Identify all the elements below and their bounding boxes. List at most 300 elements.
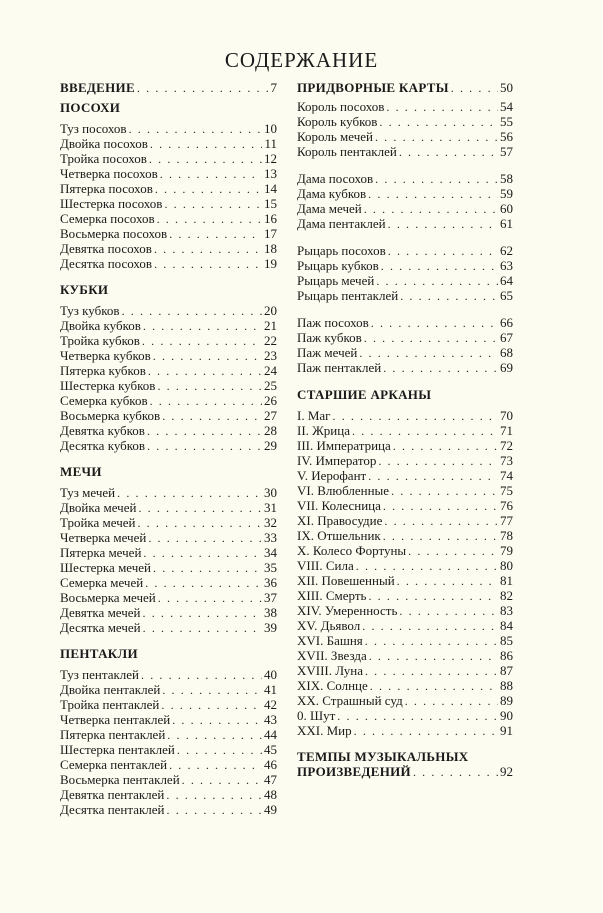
- dot-leader: [169, 758, 262, 773]
- toc-entry[interactable]: [297, 273, 513, 288]
- toc-entry-page: 66: [500, 315, 513, 330]
- dot-leader: [378, 454, 498, 469]
- toc-entry-label: Девятка пентаклей: [60, 787, 165, 802]
- toc-entry-page: 64: [500, 273, 513, 288]
- toc-entry[interactable]: [60, 423, 277, 438]
- dot-leader: [160, 167, 262, 182]
- toc-entry-label: Туз посохов: [60, 121, 127, 136]
- toc-section-arcana: [297, 387, 513, 738]
- toc-entry-label: Восьмерка пентаклей: [60, 772, 180, 787]
- toc-entry-label: Дама пентаклей: [297, 216, 386, 231]
- dot-leader: [362, 619, 498, 634]
- toc-entry-label: VIII. Сила: [297, 558, 354, 573]
- toc-entry-label: Восьмерка кубков: [60, 408, 161, 423]
- toc-entry-label: Тройка пентаклей: [60, 697, 160, 712]
- dot-leader: [397, 574, 498, 589]
- toc-entry-page: 10: [264, 121, 277, 136]
- toc-entry-label: Четверка кубков: [60, 348, 151, 363]
- toc-entry-label: Десятка посохов: [60, 256, 153, 271]
- toc-entry[interactable]: [297, 129, 513, 144]
- dot-leader: [365, 664, 498, 679]
- toc-entry[interactable]: [60, 121, 277, 136]
- toc-entry-page: 54: [500, 99, 513, 114]
- toc-entry[interactable]: [60, 303, 277, 318]
- toc-entry-page: 60: [500, 201, 513, 216]
- toc-entry-page: 25: [264, 378, 277, 393]
- toc-entry-label: Двойка кубков: [60, 318, 141, 333]
- toc-entry-label: VI. Влюбленные: [297, 483, 390, 498]
- toc-entry-page: 59: [500, 186, 513, 201]
- toc-entry[interactable]: [60, 485, 277, 500]
- toc-entry[interactable]: [297, 288, 513, 303]
- dot-leader: [143, 621, 262, 636]
- toc-entry-page: 29: [264, 438, 277, 453]
- toc-entry-label: Пятерка мечей: [60, 545, 142, 560]
- dot-leader: [177, 743, 262, 758]
- toc-entry-label-line2: ПРОИЗВЕДЕНИЙ: [297, 764, 411, 779]
- toc-entry-page: 43: [264, 712, 277, 727]
- toc-entry[interactable]: [297, 513, 513, 528]
- dot-leader: [359, 346, 498, 361]
- section-heading: ПОСОХИ: [60, 100, 121, 115]
- toc-entry-label: Паж мечей: [297, 345, 358, 360]
- dot-leader: [383, 499, 498, 514]
- toc-entry[interactable]: [60, 575, 277, 590]
- toc-entry-page: 80: [500, 558, 513, 573]
- dot-leader: [376, 274, 498, 289]
- dot-leader: [150, 394, 262, 409]
- toc-entry-page: 28: [264, 423, 277, 438]
- dot-leader: [383, 529, 498, 544]
- toc-entry[interactable]: [297, 171, 513, 186]
- toc-entry-label: X. Колесо Фортуны: [297, 543, 407, 558]
- dot-leader: [142, 334, 262, 349]
- dot-leader: [364, 331, 498, 346]
- toc-entry-page: 65: [500, 288, 513, 303]
- toc-entry-label: Восьмерка мечей: [60, 590, 156, 605]
- toc-entry[interactable]: [60, 136, 277, 151]
- toc-entry-label: Король кубков: [297, 114, 378, 129]
- toc-entry-page: 48: [264, 787, 277, 802]
- toc-entry[interactable]: [60, 667, 277, 682]
- toc-entry[interactable]: [60, 605, 277, 620]
- toc-entry-label: Семерка мечей: [60, 575, 144, 590]
- toc-arcana-list: [297, 408, 513, 738]
- dot-leader: [167, 728, 262, 743]
- toc-entry[interactable]: [60, 151, 277, 166]
- toc-entry-page: 47: [264, 772, 277, 787]
- toc-entry[interactable]: [297, 648, 513, 663]
- toc-entry[interactable]: [60, 590, 277, 605]
- toc-court-groups: [297, 99, 513, 375]
- toc-entry-page: 92: [500, 764, 513, 779]
- toc-entry-page: 71: [500, 423, 513, 438]
- toc-entry-page: 44: [264, 727, 277, 742]
- toc-entry[interactable]: [297, 693, 513, 708]
- toc-entry-page: 38: [264, 605, 277, 620]
- toc-entry[interactable]: [60, 620, 277, 635]
- toc-entry-page: 12: [264, 151, 277, 166]
- toc-entry[interactable]: [60, 256, 277, 271]
- toc-entry[interactable]: [297, 678, 513, 693]
- toc-entry-page: 90: [500, 708, 513, 723]
- toc-entry[interactable]: [297, 588, 513, 603]
- toc-entry-page: 75: [500, 483, 513, 498]
- toc-entry[interactable]: [297, 99, 513, 114]
- toc-entry-page: 24: [264, 363, 277, 378]
- toc-entry-label: Четверка пентаклей: [60, 712, 171, 727]
- dot-leader: [333, 409, 499, 424]
- dot-leader: [451, 81, 498, 96]
- dot-leader: [388, 217, 498, 232]
- toc-entry[interactable]: [60, 378, 277, 393]
- toc-entry-label: ПРИДВОРНЫЕ КАРТЫ: [297, 80, 449, 95]
- dot-leader: [354, 724, 498, 739]
- toc-entry-label: XV. Дьявол: [297, 618, 361, 633]
- dot-leader: [356, 559, 498, 574]
- toc-entry[interactable]: [297, 216, 513, 231]
- dot-leader: [157, 212, 262, 227]
- toc-entry-label: Девятка кубков: [60, 423, 145, 438]
- toc-entry[interactable]: [297, 114, 513, 129]
- toc-entry-page: 57: [500, 144, 513, 159]
- toc-entry-label: XIX. Солнце: [297, 678, 368, 693]
- toc-entry-page: 27: [264, 408, 277, 423]
- toc-entry[interactable]: [60, 241, 277, 256]
- toc-entry[interactable]: [60, 802, 277, 817]
- toc-entry-page: 35: [264, 560, 277, 575]
- toc-entry-label: Рыцарь пентаклей: [297, 288, 399, 303]
- toc-entry-label: Восьмерка посохов: [60, 226, 168, 241]
- toc-court-group: [297, 315, 513, 375]
- toc-entry-label: Десятка мечей: [60, 620, 141, 635]
- dot-leader: [172, 713, 262, 728]
- toc-entry-page: 13: [264, 166, 277, 181]
- toc-entry-page: 82: [500, 588, 513, 603]
- toc-entry-label: Рыцарь кубков: [297, 258, 379, 273]
- toc-entry[interactable]: [297, 528, 513, 543]
- dot-leader: [143, 606, 262, 621]
- toc-entry-label: Рыцарь посохов: [297, 243, 386, 258]
- dot-leader: [161, 698, 262, 713]
- toc-entry-label: Тройка кубков: [60, 333, 140, 348]
- toc-entry[interactable]: [60, 772, 277, 787]
- dot-leader: [375, 130, 498, 145]
- toc-entry-page: 87: [500, 663, 513, 678]
- toc-entry[interactable]: [60, 727, 277, 742]
- toc-entry-page: 19: [264, 256, 277, 271]
- toc-entry-page: 73: [500, 453, 513, 468]
- toc-entry-label: Семерка посохов: [60, 211, 155, 226]
- toc-entry[interactable]: [60, 757, 277, 772]
- toc-entry-label: II. Жрица: [297, 423, 350, 438]
- dot-leader: [399, 145, 498, 160]
- toc-entry-label: Девятка мечей: [60, 605, 141, 620]
- dot-leader: [381, 259, 498, 274]
- toc-entry-label: ВВЕДЕНИЕ: [60, 80, 135, 95]
- toc-entry-label: Тройка мечей: [60, 515, 136, 530]
- dot-leader: [138, 501, 262, 516]
- dot-leader: [147, 424, 262, 439]
- toc-entry[interactable]: [60, 226, 277, 241]
- dot-leader: [147, 439, 262, 454]
- toc-entry-page: 78: [500, 528, 513, 543]
- toc-entry-page: 72: [500, 438, 513, 453]
- toc-entry-label: Двойка мечей: [60, 500, 137, 515]
- toc-entry[interactable]: [297, 633, 513, 648]
- dot-leader: [369, 649, 498, 664]
- toc-entry[interactable]: [297, 345, 513, 360]
- toc-entry-page: 79: [500, 543, 513, 558]
- toc-entry-page: 77: [500, 513, 513, 528]
- toc-entry-label: XI. Правосудие: [297, 513, 383, 528]
- toc-entry-label: Туз пентаклей: [60, 667, 140, 682]
- toc-section-court: [297, 80, 513, 375]
- toc-entry-label: Пятерка посохов: [60, 181, 153, 196]
- toc-entry[interactable]: [297, 144, 513, 159]
- toc-entry[interactable]: [297, 498, 513, 513]
- toc-entry-label: Пятерка пентаклей: [60, 727, 166, 742]
- toc-entry[interactable]: [297, 258, 513, 273]
- dot-leader: [155, 182, 262, 197]
- toc-entry[interactable]: [297, 603, 513, 618]
- toc-entry-page: 62: [500, 243, 513, 258]
- toc-entry-label: XIII. Смерть: [297, 588, 367, 603]
- section-heading: ПЕНТАКЛИ: [60, 646, 138, 661]
- toc-entry[interactable]: [297, 408, 513, 423]
- toc-entry-page: 70: [500, 408, 513, 423]
- toc-entry-label: Девятка посохов: [60, 241, 152, 256]
- toc-entry[interactable]: [60, 742, 277, 757]
- toc-entry-page: 49: [264, 802, 277, 817]
- toc-left-sections: [60, 100, 277, 817]
- dot-leader: [182, 773, 262, 788]
- toc-entry[interactable]: [60, 712, 277, 727]
- toc-entry-label: Король пентаклей: [297, 144, 397, 159]
- toc-entry[interactable]: [60, 438, 277, 453]
- dot-leader: [162, 409, 262, 424]
- toc-entry[interactable]: [60, 166, 277, 181]
- toc-entry-page: 7: [270, 80, 277, 95]
- toc-entry-page: 45: [264, 742, 277, 757]
- section-heading: СТАРШИЕ АРКАНЫ: [297, 387, 432, 402]
- toc-entry-label: VII. Колесница: [297, 498, 381, 513]
- toc-entry-introduction[interactable]: [60, 80, 277, 95]
- toc-entry[interactable]: [297, 423, 513, 438]
- toc-entry-page: 22: [264, 333, 277, 348]
- toc-entry-label: Тройка посохов: [60, 151, 147, 166]
- toc-entry[interactable]: [60, 787, 277, 802]
- toc-entry[interactable]: [297, 708, 513, 723]
- toc-entry-page: 56: [500, 129, 513, 144]
- dot-leader: [383, 361, 498, 376]
- toc-entry-label: Шестерка кубков: [60, 378, 156, 393]
- toc-entry-page: 33: [264, 530, 277, 545]
- dot-leader: [384, 514, 498, 529]
- toc-section: [60, 282, 277, 453]
- toc-entry[interactable]: [60, 196, 277, 211]
- toc-entry-page: 23: [264, 348, 277, 363]
- toc-entry-page: 91: [500, 723, 513, 738]
- toc-entry-page: 31: [264, 500, 277, 515]
- toc-entry[interactable]: [60, 560, 277, 575]
- toc-entry-label-line1: ТЕМПЫ МУЗЫКАЛЬНЫХ: [297, 749, 469, 764]
- toc-entry-page: 11: [264, 136, 277, 151]
- toc-entry-label: Паж посохов: [297, 315, 369, 330]
- dot-leader: [141, 668, 262, 683]
- toc-entry-page: 81: [500, 573, 513, 588]
- dot-leader: [162, 683, 262, 698]
- toc-entry[interactable]: [60, 333, 277, 348]
- dot-leader: [368, 187, 498, 202]
- toc-entry-label: IV. Император: [297, 453, 377, 468]
- toc-entry[interactable]: [297, 618, 513, 633]
- toc-entry-label: Десятка пентаклей: [60, 802, 165, 817]
- toc-entry-page: 68: [500, 345, 513, 360]
- toc-entry-label: Дама посохов: [297, 171, 374, 186]
- toc-entry-label: III. Императрица: [297, 438, 391, 453]
- toc-entry-label: Десятка кубков: [60, 438, 146, 453]
- dot-leader: [157, 379, 262, 394]
- toc-entry-label: Король мечей: [297, 129, 373, 144]
- toc-entry-page: 26: [264, 393, 277, 408]
- dot-leader: [337, 709, 498, 724]
- toc-entry-page: 21: [264, 318, 277, 333]
- toc-entry-page: 20: [264, 303, 277, 318]
- dot-leader: [166, 788, 262, 803]
- toc-entry-label: Двойка посохов: [60, 136, 148, 151]
- toc-entry[interactable]: [60, 682, 277, 697]
- toc-entry-page: 42: [264, 697, 277, 712]
- toc-entry-label: Шестерка пентаклей: [60, 742, 175, 757]
- dot-leader: [154, 242, 262, 257]
- dot-leader: [149, 152, 262, 167]
- toc-entry-page: 85: [500, 633, 513, 648]
- toc-entry[interactable]: [297, 468, 513, 483]
- toc-entry-page: 84: [500, 618, 513, 633]
- toc-entry[interactable]: [297, 360, 513, 375]
- toc-entry[interactable]: [60, 211, 277, 226]
- toc-entry-tempo[interactable]: [297, 749, 513, 779]
- dot-leader: [153, 349, 262, 364]
- toc-entry[interactable]: [60, 515, 277, 530]
- toc-entry[interactable]: [60, 181, 277, 196]
- dot-leader: [129, 122, 262, 137]
- toc-court-group: [297, 243, 513, 303]
- toc-entry[interactable]: [60, 363, 277, 378]
- toc-entry-label: 0. Шут: [297, 708, 336, 723]
- toc-entry[interactable]: [297, 186, 513, 201]
- toc-court-group: [297, 99, 513, 159]
- dot-leader: [154, 257, 262, 272]
- dot-leader: [352, 424, 498, 439]
- page-title: СОДЕРЖАНИЕ: [224, 48, 379, 72]
- toc-entry[interactable]: [60, 500, 277, 515]
- toc-entry[interactable]: [60, 318, 277, 333]
- toc-section: [60, 464, 277, 635]
- toc-entry-page: 86: [500, 648, 513, 663]
- dot-leader: [393, 439, 498, 454]
- toc-entry-label: Шестерка мечей: [60, 560, 152, 575]
- toc-entry[interactable]: [297, 543, 513, 558]
- toc-entry[interactable]: [60, 408, 277, 423]
- toc-entry-label: Король посохов: [297, 99, 385, 114]
- toc-entry-page: 76: [500, 498, 513, 513]
- section-heading: МЕЧИ: [60, 464, 102, 479]
- dot-leader: [137, 516, 262, 531]
- toc-entry-label: Семерка кубков: [60, 393, 148, 408]
- toc-entry[interactable]: [297, 453, 513, 468]
- toc-entry[interactable]: [60, 348, 277, 363]
- toc-entry-label: V. Иерофант: [297, 468, 367, 483]
- toc-entry[interactable]: [60, 697, 277, 712]
- toc-entry[interactable]: [297, 330, 513, 345]
- dot-leader: [371, 316, 498, 331]
- dot-leader: [368, 589, 498, 604]
- toc-entry[interactable]: [297, 201, 513, 216]
- toc-entry[interactable]: [297, 558, 513, 573]
- toc-entry-page: 30: [264, 485, 277, 500]
- dot-leader: [167, 803, 262, 818]
- toc-entry-label: Паж пентаклей: [297, 360, 382, 375]
- dot-leader: [148, 364, 262, 379]
- toc-entry-label: Четверка мечей: [60, 530, 147, 545]
- toc-entry-page: 18: [264, 241, 277, 256]
- toc-entry-label: XII. Повешенный: [297, 573, 395, 588]
- dot-leader: [153, 561, 262, 576]
- toc-entry-court-cards[interactable]: [297, 80, 513, 95]
- toc-section: [60, 646, 277, 817]
- dot-leader: [391, 484, 498, 499]
- toc-entry-page: 39: [264, 620, 277, 635]
- toc-entry[interactable]: [297, 438, 513, 453]
- toc-entry-label: Шестерка посохов: [60, 196, 163, 211]
- toc-entry[interactable]: [297, 663, 513, 678]
- toc-right-column: [297, 80, 513, 790]
- toc-entry-page: 32: [264, 515, 277, 530]
- dot-leader: [386, 100, 498, 115]
- toc-entry[interactable]: [60, 530, 277, 545]
- toc-entry[interactable]: [60, 545, 277, 560]
- toc-section: [60, 100, 277, 271]
- toc-entry-page: 58: [500, 171, 513, 186]
- toc-entry-page: 14: [264, 181, 277, 196]
- toc-entry-page: 36: [264, 575, 277, 590]
- toc-entry[interactable]: [297, 315, 513, 330]
- toc-entry[interactable]: [297, 243, 513, 258]
- toc-entry[interactable]: [297, 573, 513, 588]
- toc-entry[interactable]: [297, 483, 513, 498]
- toc-entry-page: 41: [264, 682, 277, 697]
- toc-left-column: [60, 80, 277, 828]
- dot-leader: [148, 531, 262, 546]
- toc-entry[interactable]: [60, 393, 277, 408]
- toc-entry-label: IX. Отшельник: [297, 528, 381, 543]
- toc-entry-page: 89: [500, 693, 513, 708]
- toc-entry-page: 37: [264, 590, 277, 605]
- toc-entry-page: 63: [500, 258, 513, 273]
- toc-entry-page: 46: [264, 757, 277, 772]
- toc-entry-page: 69: [500, 360, 513, 375]
- toc-entry-page: 83: [500, 603, 513, 618]
- toc-entry-label: Дама мечей: [297, 201, 362, 216]
- toc-entry[interactable]: [297, 723, 513, 738]
- toc-entry-page: 74: [500, 468, 513, 483]
- toc-entry-label: Двойка пентаклей: [60, 682, 161, 697]
- toc-entry-page: 40: [264, 667, 277, 682]
- toc-entry-label: Рыцарь мечей: [297, 273, 375, 288]
- dot-leader: [164, 197, 262, 212]
